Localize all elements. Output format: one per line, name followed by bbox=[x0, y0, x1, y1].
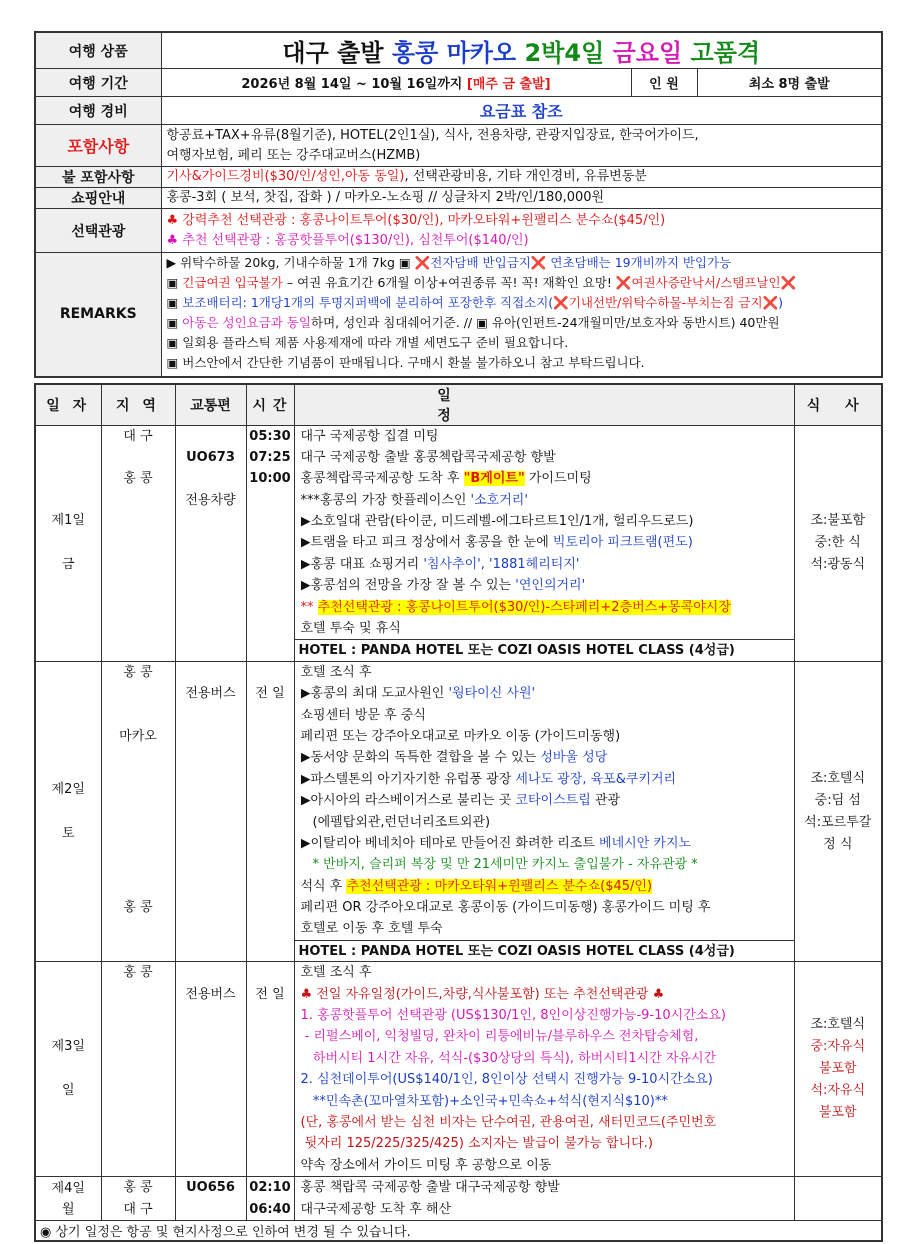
day2-time: 전 일 bbox=[246, 661, 294, 961]
day1-times: 05:30 07:25 10:00 bbox=[246, 425, 294, 661]
options-content bbox=[161, 209, 882, 253]
day2-meals: 조:호텔식 중:딤 섬 석:포르투갈 정 식 bbox=[794, 661, 882, 961]
day4-row bbox=[35, 1177, 882, 1221]
day1-hotel: HOTEL : PANDA HOTEL 또는 COZI OASIS HOTEL CLASS (4성급) bbox=[295, 639, 794, 660]
day3-time: 전 일 bbox=[246, 962, 294, 1177]
day1-row bbox=[35, 425, 882, 661]
day2-regions: 홍 콩 마카오 홍 콩 bbox=[101, 661, 175, 961]
day4-transport: UO656 bbox=[175, 1177, 246, 1221]
included-line: 여행자보험, 페리 또는 강주대교버스(HZMB) bbox=[166, 147, 421, 163]
footer-note: ◉ 상기 일정은 항공 및 현지사정으로 인하여 변경 될 수 있습니다. bbox=[35, 1220, 882, 1241]
col-transport: 교통편 bbox=[175, 384, 246, 426]
options-label: 선택관광 bbox=[35, 209, 161, 253]
people-value: 최소 8명 출발 bbox=[697, 69, 882, 97]
day1-regions: 대 구 홍 콩 bbox=[101, 425, 175, 661]
col-region: 지 역 bbox=[101, 384, 175, 426]
day3-meals: 조:호텔식 중:자유식 불포함 석:자유식 불포함 bbox=[794, 962, 882, 1177]
excluded-content: 기사&가이드경비($30/인/성인,아동 동일), 선택관광비용, 기타 개인경비, 유류변동분 bbox=[161, 167, 882, 188]
period-label: 여행 기간 bbox=[35, 69, 161, 97]
people-label: 인 원 bbox=[631, 69, 697, 97]
day3-region: 홍 콩 bbox=[101, 962, 175, 1177]
product-label: 여행 상품 bbox=[35, 32, 161, 69]
included-label: 포함사항 bbox=[35, 125, 161, 167]
day3-label: 제3일 일 bbox=[35, 962, 101, 1177]
shopping-label: 쇼핑안내 bbox=[35, 188, 161, 209]
day2-label: 제2일 토 bbox=[35, 661, 101, 961]
day4-times: 02:10 06:40 bbox=[246, 1177, 294, 1221]
day3-row bbox=[35, 962, 882, 1177]
day3-transport: 전용버스 bbox=[175, 962, 246, 1177]
itinerary-header-row bbox=[35, 384, 882, 426]
option-line-strong: ♣ 강력추천 선택관광 : 홍콩나이트투어($30/인), 마카오타워+윈팰리스 분수쇼($45/인) bbox=[166, 212, 666, 228]
shopping-content: 홍콩-3회 ( 보석, 찻집, 잡화 ) / 마카오-노쇼핑 // 싱글차지 2박/인/180,000원 bbox=[161, 188, 882, 209]
itinerary-document bbox=[34, 31, 881, 1242]
period-value: 2026년 8월 14일 ~ 10월 16일까지 [매주 금 출발] bbox=[161, 69, 631, 97]
day4-label: 제4일 월 bbox=[35, 1177, 101, 1221]
day4-regions: 홍 콩 대 구 bbox=[101, 1177, 175, 1221]
cost-value: 요금표 참조 bbox=[161, 97, 882, 125]
day4-schedule: 홍콩 책랍콕 국제공항 출발 대구국제공항 향발 대구국제공항 도착 후 해산 bbox=[294, 1177, 794, 1221]
included-content bbox=[161, 125, 882, 167]
included-line: 항공료+TAX+유류(8월기준), HOTEL(2인1실), 식사, 전용차량, 관광지입장료, 한국어가이드, bbox=[166, 127, 699, 143]
day1-schedule: 대구 국제공항 집결 미팅 대구 국제공항 출발 홍콩첵랍콕국제공항 향발 홍콩첵랍콕국제공항 도착 후 "B게이트" 가이드미팅 ***홍콩의 가장 핫플레이스인 '소호거리' ▶소호일대 관람(타이쿤, 미드레벨-에그타르트1인/1개, 헐리우드로드) ▶트램을 타고 피크 정상에서 홍콩을 한 눈에 빅토리아 피크트램(편도) ▶홍콩 대표 쇼핑거리 '침사추이', '1881헤리티지' ▶홍콩섬의 전망을 가장 잘 볼 수 있는 '연인의거리' ** 추천선택관광 : 홍콩나이트투어($30/인)-스타페리+2층버스+몽콕야시장 호텔 투숙 및 휴식 HOTEL : PANDA HOTEL 또는 COZI OASIS HOTEL CLASS (4성급) bbox=[294, 425, 794, 661]
itinerary-table bbox=[34, 383, 883, 1242]
day4-meals bbox=[794, 1177, 882, 1221]
day1-label: 제1일 금 bbox=[35, 425, 101, 661]
day2-hotel: HOTEL : PANDA HOTEL 또는 COZI OASIS HOTEL CLASS (4성급) bbox=[295, 940, 794, 961]
cost-label: 여행 경비 bbox=[35, 97, 161, 125]
footer-row bbox=[35, 1220, 882, 1241]
day1-transport: UO673 전용차량 bbox=[175, 425, 246, 661]
col-time: 시 간 bbox=[246, 384, 294, 426]
col-day: 일 자 bbox=[35, 384, 101, 426]
col-meal: 식 사 bbox=[794, 384, 882, 426]
day2-transport: 전용버스 bbox=[175, 661, 246, 961]
option-line-recommended: ♣ 추천 선택관광 : 홍콩핫플투어($130/인), 심천투어($140/인) bbox=[166, 232, 529, 248]
day2-row bbox=[35, 661, 882, 961]
day1-meals: 조:불포함 중:한 식 석:광동식 bbox=[794, 425, 882, 661]
day2-schedule: 호텔 조식 후 ▶홍콩의 최대 도교사원인 '웡타이신 사원' 쇼핑센터 방문 후 중식 페리편 또는 강주아오대교로 마카오 이동 (가이드미동행) ▶동서양 문화의 독특한 결합을 볼 수 있는 성바울 성당 ▶파스텔톤의 아기자기한 유럽풍 광장 세나도 광장, 육포&쿠키거리 ▶아시아의 라스베이거스로 불리는 곳 코타이스트립 관광 (에펠탑외관,런던너리조트외관) ▶이탈리아 베네치아 테마로 만들어진 화려한 리조트 베네시안 카지노 * 반바지, 슬리퍼 복장 및 만 21세미만 카지노 출입불가 - 자유관광 * 석식 후 추천선택관광 : 마카오타워+윈팰리스 분수쇼($45/인) 페리편 OR 강주아오대교로 홍콩이동 (가이드미동행) 홍콩가이드 미팅 후 호텔로 이동 후 호텔 투숙 HOTEL : PANDA HOTEL 또는 COZI OASIS HOTEL CLASS (4성급) bbox=[294, 661, 794, 961]
trip-info-table bbox=[34, 31, 883, 378]
remarks-content: ▶ 위탁수하물 20kg, 기내수하물 1개 7kg ▣ ❌전자담배 반입금지❌ 연초담배는 19개비까지 반입가능 ▣ 긴급여권 입국불가 – 여권 유효기간 6개월 이상+여권종류 꼭! 꼭! 재확인 요망! ❌여권사증란낙서/스탬프날인❌ ▣ 보조배터리: 1개당1개의 투명지퍼백에 분리하여 포장한후 직접소지(❌기내선반/위탁수하물-부치는짐 금지❌) ▣ 아동은 성인요금과 동일하며, 성인과 침대쉐어기준. // ▣ 유아(인펀트-24개월미만/보호자와 동반시트) 40만원 ▣ 일회용 플라스틱 제품 사용제재에 따라 개별 세면도구 준비 필요합니다. ▣ 버스안에서 간단한 기념품이 판매됩니다. 구매시 환불 불가하오니 참고 부탁드립니다. bbox=[161, 253, 882, 377]
day3-schedule: 호텔 조식 후 ♣ 전일 자유일정(가이드,차량,식사불포함) 또는 추천선택관광 ♣ 1. 홍콩핫플투어 선택관광 (US$130/1인, 8인이상진행가능-9-10시간소요) - 리펄스베이, 익청빌딩, 완차이 리퉁에비뉴/블루하우스 전차탑승체험, 하버시티 1시간 자유, 석식-($30상당의 특식), 하버시티1시간 자유시간 2. 심천데이투어(US$140/1인, 8인이상 선택시 진행가능 9-10시간소요) **민속촌(꼬마열차포함)+소인국+민속쇼+석식(현지식$10)** (단, 홍콩에서 받는 심천 비자는 단수여권, 관용여권, 새터민코드(주민번호 뒷자리 125/225/325/425) 소지자는 발급이 불가능 합니다.) 약속 장소에서 가이드 미팅 후 공항으로 이동 bbox=[294, 962, 794, 1177]
excluded-label: 불 포함사항 bbox=[35, 167, 161, 188]
col-schedule: 일 정 bbox=[294, 384, 794, 426]
remarks-label: REMARKS bbox=[35, 253, 161, 377]
product-title: 대구 출발 홍콩 마카오 2박4일 금요일 고품격 bbox=[161, 32, 882, 69]
